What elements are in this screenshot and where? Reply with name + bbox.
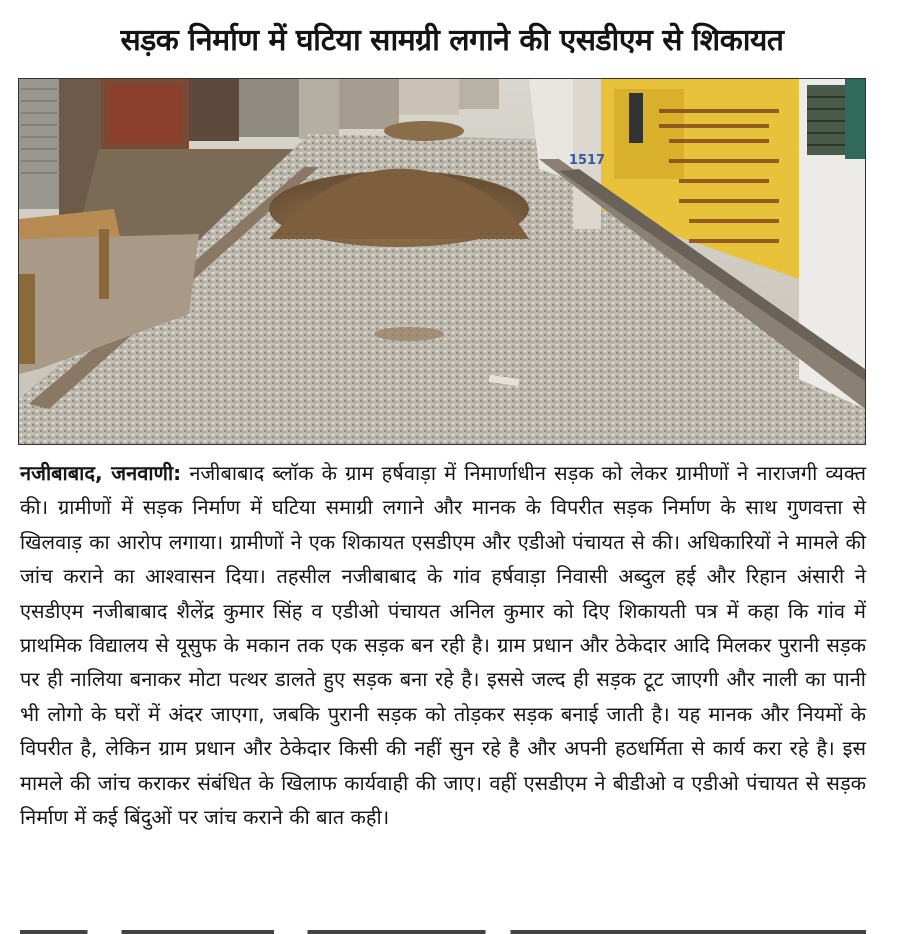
article-photo (18, 78, 866, 445)
article-body-text: नजीबाबाद ब्लॉक के ग्राम हर्षवाड़ा में निमार्णाधीन सड़क को लेकर ग्रामीणों ने नाराजगी व्यक्त की। ग्रामीणों में सड़क निर्माण में घटिया समाग्री लगाने और मानक के विपरीत सड़क निर्माण के साथ गुणवत्ता से खिलवाड़ का आरोप लगाया। ग्रामीणों ने एक शिकायत एसडीएम और एडीओ पंचायत से की। अधिकारियों ने मामले की जांच कराने का आश्वासन दिया। तहसील नजीबाबाद के गांव हर्षवाड़ा निवासी अब्दुल हई और रिहान अंसारी ने एसडीएम नजीबाबाद शैलेंद्र कुमार सिंह व एडीओ पंचायत अनिल कुमार को दिए शिकायती पत्र में कहा कि गांव में प्राथमिक विद्यालय से यूसुफ के मकान तक एक सड़क बन रही है। ग्राम प्रधान और ठेकेदार आदि मिलकर पुरानी सड़क पर ही नालिया बनाकर मोटा पत्थर डालते हुए सड़क बना रहे है। इससे जल्द ही सड़क टूट जाएगी और नाली का पानी भी लोगो के घरों में अंदर जाएगा, जबकि पुरानी सड़क को तोड़कर सड़क बनाई जाती है। यह मानक और नियमों के विपरीत है, लेकिन ग्राम प्रधान और ठेकेदार किसी की नहीं सुन रहे है और अपनी हठधर्मिता से कार्य करा रहे है। इस मामले की जांच कराकर संबंधित के खिलाफ कार्यवाही की जाए। वहीं एसडीएम ने बीडीओ व एडीओ पंचायत से सड़क निर्माण में कई बिंदुओं पर जांच कराने की बात कही। (20, 461, 866, 830)
article-body (20, 456, 866, 834)
svg-text:1517: 1517 (568, 153, 606, 168)
dateline: नजीबाबाद, जनवाणी: (20, 461, 182, 485)
headline: सड़क निर्माण में घटिया सामग्री लगाने की एसडीएम से शिकायत (120, 23, 784, 58)
village-road-photo-icon (19, 79, 865, 444)
next-article-cutoff (20, 922, 866, 934)
